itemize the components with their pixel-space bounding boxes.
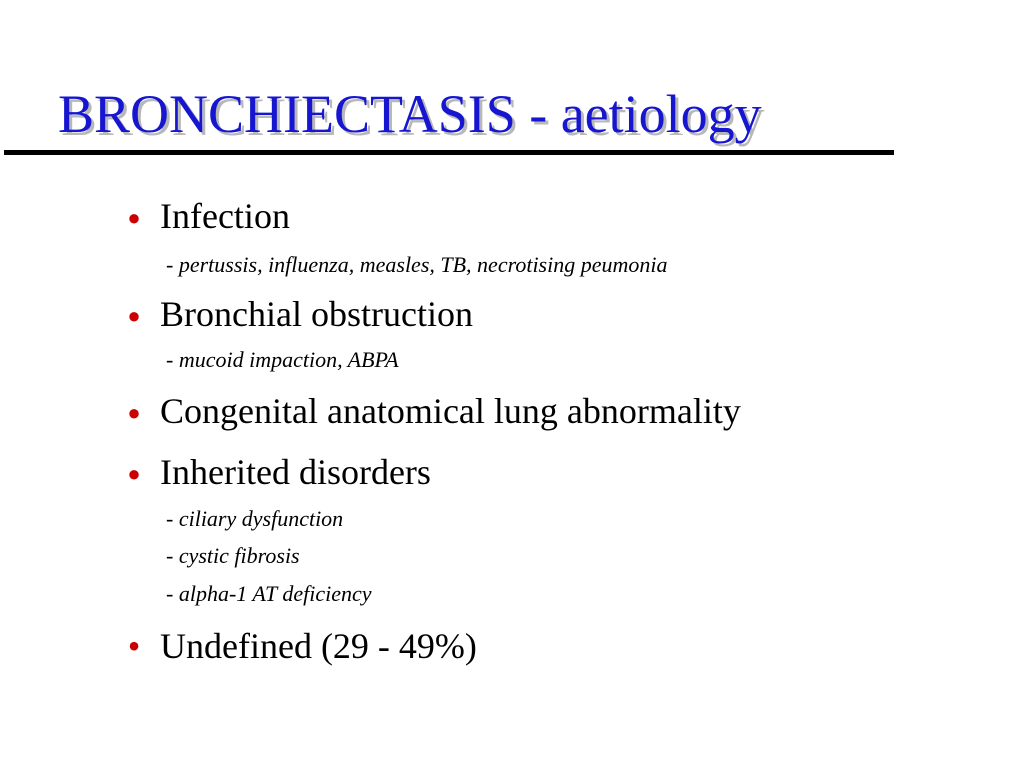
bullet-label: Undefined (29 - 49%) [160, 626, 477, 666]
bullet-round-icon: • [127, 626, 141, 666]
sub-item-text: ciliary dysfunction [178, 506, 344, 531]
bullet-dot-icon: ● [127, 205, 141, 230]
bullet-dot-icon: ● [127, 303, 141, 328]
bullet-item-bronchial-obstruction [127, 292, 473, 336]
sub-item-prefix: - [166, 252, 179, 277]
sub-item-text: cystic fibrosis [178, 543, 300, 568]
bullet-label: Inherited disorders [160, 452, 431, 492]
title-underline [4, 150, 894, 155]
bullet-label: Bronchial obstruction [160, 294, 473, 334]
sub-item [166, 505, 343, 533]
sub-item [166, 542, 300, 570]
sub-item-text: alpha-1 AT deficiency [178, 581, 372, 606]
slide-title: BRONCHIECTASIS - aetiology [58, 84, 762, 144]
sub-item [166, 580, 372, 608]
sub-item-prefix: - [166, 543, 179, 568]
sub-item-prefix: - [166, 506, 179, 531]
bullet-item-inherited-disorders [127, 450, 431, 494]
sub-item-text: mucoid impaction, ABPA [178, 347, 399, 372]
bullet-item-congenital-abnormality [127, 389, 741, 433]
bullet-item-undefined [127, 624, 477, 668]
sub-item [166, 346, 399, 374]
sub-item [166, 251, 668, 279]
bullet-dot-icon: ● [127, 400, 141, 425]
bullet-dot-icon: ● [127, 461, 141, 486]
bullet-label: Congenital anatomical lung abnormality [160, 391, 741, 431]
sub-item-prefix: - [166, 347, 179, 372]
bullet-item-infection [127, 194, 290, 238]
bullet-label: Infection [160, 196, 290, 236]
sub-item-text: pertussis, influenza, measles, TB, necrotising peumonia [178, 252, 668, 277]
sub-item-prefix: - [166, 581, 179, 606]
